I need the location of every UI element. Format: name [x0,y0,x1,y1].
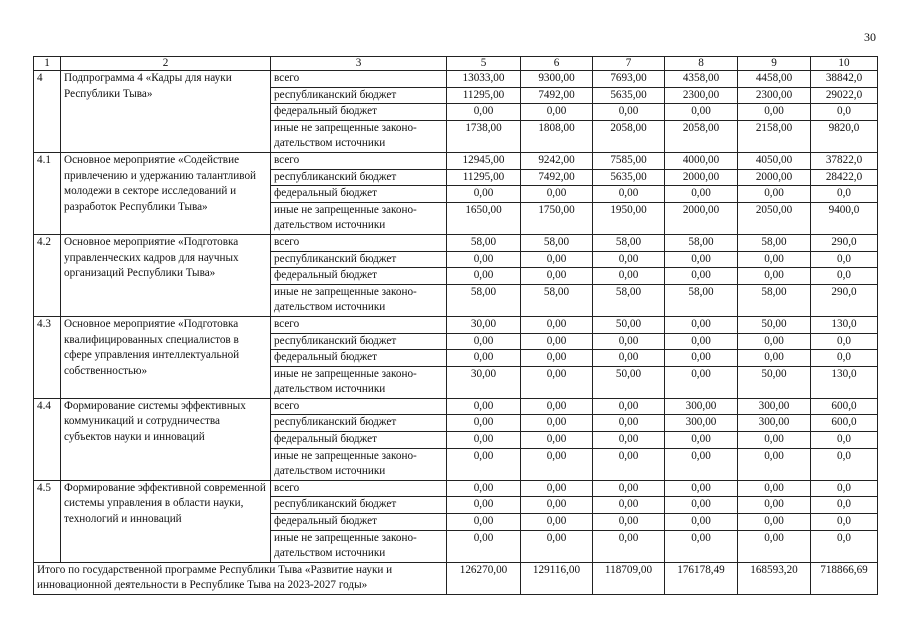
amount-cell: 0,00 [521,415,593,432]
amount-cell: 58,00 [593,284,665,316]
amount-cell: 58,00 [665,234,738,251]
amount-cell: 0,00 [447,530,521,562]
funding-source: федеральный бюджет [271,268,447,285]
amount-cell: 0,0 [811,251,878,268]
amount-cell: 7585,00 [593,152,665,169]
amount-cell: 1950,00 [593,202,665,234]
amount-cell: 0,00 [665,104,738,121]
amount-cell: 0,00 [447,497,521,514]
table-row [34,234,878,251]
column-header: 1 [34,57,61,71]
amount-cell: 0,00 [447,251,521,268]
amount-cell: 0,00 [665,251,738,268]
amount-cell: 58,00 [665,284,738,316]
amount-cell: 0,00 [521,350,593,367]
amount-cell: 0,00 [521,186,593,203]
amount-cell: 290,0 [811,234,878,251]
amount-cell: 9242,00 [521,152,593,169]
amount-cell: 600,0 [811,398,878,415]
amount-cell: 2300,00 [665,87,738,104]
amount-cell: 1750,00 [521,202,593,234]
item-name: Основное мероприятие «Содействие привлечению и удержанию талантливой молодежи в секторе исследований и разработок Республики Тыва» [61,152,271,234]
total-label: Итого по государственной программе Республики Тыва «Развитие науки и инновационной деятельности в Республике Тыва на 2023-2027 годы» [34,562,447,594]
amount-cell: 0,00 [593,448,665,480]
funding-source: федеральный бюджет [271,186,447,203]
amount-cell: 30,00 [447,366,521,398]
amount-cell: 0,00 [665,530,738,562]
amount-cell: 0,00 [738,251,811,268]
amount-cell: 50,00 [738,316,811,333]
funding-source: республиканский бюджет [271,87,447,104]
total-amount-cell: 176178,49 [665,562,738,594]
amount-cell: 0,00 [593,514,665,531]
amount-cell: 0,0 [811,497,878,514]
funding-source: всего [271,480,447,497]
amount-cell: 9300,00 [521,71,593,88]
amount-cell: 4358,00 [665,71,738,88]
amount-cell: 0,00 [593,104,665,121]
column-header: 5 [447,57,521,71]
amount-cell: 5635,00 [593,87,665,104]
amount-cell: 0,0 [811,350,878,367]
amount-cell: 4458,00 [738,71,811,88]
amount-cell: 0,00 [665,333,738,350]
amount-cell: 0,00 [447,448,521,480]
funding-source: республиканский бюджет [271,251,447,268]
amount-cell: 0,00 [665,186,738,203]
amount-cell: 1808,00 [521,120,593,152]
total-row [34,562,878,594]
amount-cell: 0,00 [447,415,521,432]
item-number: 4 [34,71,61,153]
item-number: 4.5 [34,480,61,562]
amount-cell: 0,00 [447,350,521,367]
amount-cell: 11295,00 [447,87,521,104]
amount-cell: 0,00 [738,530,811,562]
total-amount-cell: 118709,00 [593,562,665,594]
amount-cell: 50,00 [738,366,811,398]
amount-cell: 2058,00 [593,120,665,152]
amount-cell: 12945,00 [447,152,521,169]
column-header: 8 [665,57,738,71]
item-name: Формирование эффективной современной системы управления в области науки, технологий и инноваций [61,480,271,562]
amount-cell: 0,00 [447,432,521,449]
amount-cell: 0,00 [665,497,738,514]
amount-cell: 0,0 [811,432,878,449]
amount-cell: 0,00 [521,530,593,562]
amount-cell: 300,00 [665,415,738,432]
amount-cell: 0,00 [665,480,738,497]
amount-cell: 600,0 [811,415,878,432]
amount-cell: 4000,00 [665,152,738,169]
funding-source: федеральный бюджет [271,514,447,531]
amount-cell: 37822,0 [811,152,878,169]
amount-cell: 38842,0 [811,71,878,88]
item-number: 4.3 [34,316,61,398]
funding-source: федеральный бюджет [271,432,447,449]
funding-source: иные не запрещенные законо- дательством источники [271,530,447,562]
amount-cell: 0,00 [447,514,521,531]
amount-cell: 58,00 [447,284,521,316]
amount-cell: 0,00 [665,316,738,333]
amount-cell: 0,00 [738,497,811,514]
amount-cell: 0,00 [593,186,665,203]
amount-cell: 0,00 [593,497,665,514]
table-row [34,71,878,88]
amount-cell: 0,00 [593,480,665,497]
budget-table [33,56,878,595]
amount-cell: 13033,00 [447,71,521,88]
amount-cell: 30,00 [447,316,521,333]
amount-cell: 0,00 [738,333,811,350]
funding-source: всего [271,316,447,333]
amount-cell: 0,00 [738,104,811,121]
amount-cell: 0,00 [521,480,593,497]
amount-cell: 0,00 [593,398,665,415]
amount-cell: 0,00 [447,268,521,285]
item-name: Основное мероприятие «Подготовка квалифицированных специалистов в сфере управления интеллектуальной собственностью» [61,316,271,398]
amount-cell: 0,00 [665,514,738,531]
amount-cell: 58,00 [738,234,811,251]
table-row [34,398,878,415]
table-row [34,480,878,497]
amount-cell: 130,0 [811,316,878,333]
page-number: 30 [864,30,876,44]
amount-cell: 9820,0 [811,120,878,152]
amount-cell: 0,00 [447,333,521,350]
amount-cell: 0,00 [665,268,738,285]
amount-cell: 0,00 [447,480,521,497]
amount-cell: 0,0 [811,186,878,203]
funding-source: республиканский бюджет [271,333,447,350]
funding-source: иные не запрещенные законо- дательством источники [271,284,447,316]
amount-cell: 0,00 [521,432,593,449]
amount-cell: 2000,00 [665,202,738,234]
funding-source: иные не запрещенные законо- дательством источники [271,448,447,480]
amount-cell: 0,00 [521,104,593,121]
amount-cell: 0,00 [521,251,593,268]
amount-cell: 0,00 [738,268,811,285]
amount-cell: 0,0 [811,448,878,480]
amount-cell: 290,0 [811,284,878,316]
amount-cell: 0,00 [738,448,811,480]
amount-cell: 0,0 [811,333,878,350]
amount-cell: 2158,00 [738,120,811,152]
amount-cell: 7492,00 [521,169,593,186]
amount-cell: 4050,00 [738,152,811,169]
amount-cell: 0,00 [738,432,811,449]
amount-cell: 28422,0 [811,169,878,186]
amount-cell: 2058,00 [665,120,738,152]
amount-cell: 1738,00 [447,120,521,152]
amount-cell: 0,00 [521,316,593,333]
table-row [34,316,878,333]
amount-cell: 58,00 [521,234,593,251]
amount-cell: 9400,0 [811,202,878,234]
amount-cell: 300,00 [738,415,811,432]
amount-cell: 58,00 [521,284,593,316]
item-number: 4.2 [34,234,61,316]
amount-cell: 0,0 [811,530,878,562]
item-number: 4.4 [34,398,61,480]
amount-cell: 0,00 [665,432,738,449]
column-header: 2 [61,57,271,71]
amount-cell: 0,00 [665,448,738,480]
amount-cell: 0,0 [811,104,878,121]
amount-cell: 0,00 [521,398,593,415]
column-header: 6 [521,57,593,71]
funding-source: республиканский бюджет [271,169,447,186]
amount-cell: 2300,00 [738,87,811,104]
total-amount-cell: 168593,20 [738,562,811,594]
total-amount-cell: 718866,69 [811,562,878,594]
amount-cell: 1650,00 [447,202,521,234]
amount-cell: 50,00 [593,316,665,333]
total-amount-cell: 129116,00 [521,562,593,594]
funding-source: республиканский бюджет [271,497,447,514]
item-name: Основное мероприятие «Подготовка управленческих кадров для научных организаций Республики Тыва» [61,234,271,316]
item-name: Подпрограмма 4 «Кадры для науки Республики Тыва» [61,71,271,153]
amount-cell: 0,00 [593,251,665,268]
amount-cell: 58,00 [738,284,811,316]
amount-cell: 11295,00 [447,169,521,186]
amount-cell: 5635,00 [593,169,665,186]
funding-source: иные не запрещенные законо- дательством источники [271,202,447,234]
amount-cell: 0,00 [521,268,593,285]
amount-cell: 0,0 [811,514,878,531]
amount-cell: 0,0 [811,480,878,497]
amount-cell: 0,00 [521,448,593,480]
amount-cell: 0,00 [738,350,811,367]
column-header: 3 [271,57,447,71]
funding-source: иные не запрещенные законо- дательством источники [271,366,447,398]
funding-source: иные не запрещенные законо- дательством источники [271,120,447,152]
amount-cell: 0,00 [521,333,593,350]
funding-source: всего [271,71,447,88]
amount-cell: 0,00 [593,350,665,367]
amount-cell: 0,00 [447,398,521,415]
funding-source: федеральный бюджет [271,104,447,121]
amount-cell: 0,00 [738,514,811,531]
amount-cell: 0,00 [521,497,593,514]
amount-cell: 300,00 [738,398,811,415]
amount-cell: 300,00 [665,398,738,415]
amount-cell: 0,00 [521,366,593,398]
amount-cell: 0,00 [665,366,738,398]
column-header: 10 [811,57,878,71]
amount-cell: 0,00 [447,104,521,121]
amount-cell: 0,00 [738,480,811,497]
amount-cell: 2000,00 [665,169,738,186]
total-amount-cell: 126270,00 [447,562,521,594]
funding-source: всего [271,152,447,169]
column-header: 7 [593,57,665,71]
amount-cell: 2050,00 [738,202,811,234]
column-number-row [34,57,878,71]
amount-cell: 0,0 [811,268,878,285]
amount-cell: 0,00 [593,530,665,562]
funding-source: всего [271,398,447,415]
amount-cell: 7693,00 [593,71,665,88]
funding-source: всего [271,234,447,251]
amount-cell: 0,00 [447,186,521,203]
amount-cell: 0,00 [738,186,811,203]
amount-cell: 50,00 [593,366,665,398]
table-row [34,152,878,169]
amount-cell: 0,00 [593,268,665,285]
funding-source: федеральный бюджет [271,350,447,367]
amount-cell: 58,00 [593,234,665,251]
amount-cell: 2000,00 [738,169,811,186]
item-name: Формирование системы эффективных коммуникаций и сотрудничества субъектов науки и инноваций [61,398,271,480]
funding-source: республиканский бюджет [271,415,447,432]
amount-cell: 0,00 [593,415,665,432]
amount-cell: 0,00 [593,333,665,350]
amount-cell: 0,00 [521,514,593,531]
amount-cell: 7492,00 [521,87,593,104]
amount-cell: 0,00 [665,350,738,367]
amount-cell: 29022,0 [811,87,878,104]
amount-cell: 130,0 [811,366,878,398]
item-number: 4.1 [34,152,61,234]
amount-cell: 58,00 [447,234,521,251]
amount-cell: 0,00 [593,432,665,449]
column-header: 9 [738,57,811,71]
